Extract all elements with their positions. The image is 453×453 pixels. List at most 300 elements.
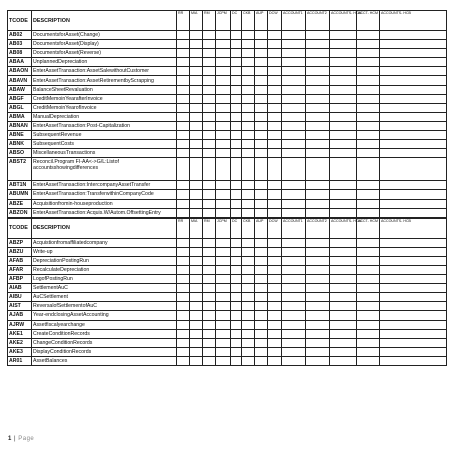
empty-cell — [306, 256, 330, 265]
empty-cell — [330, 94, 357, 103]
table-row — [8, 347, 447, 356]
table-row — [8, 329, 447, 338]
empty-cell — [330, 275, 357, 284]
empty-cell — [203, 131, 216, 140]
empty-cell — [255, 85, 268, 94]
empty-cell — [268, 121, 282, 130]
empty-cell — [190, 149, 203, 158]
column-header: DC — [231, 218, 242, 238]
empty-cell — [203, 103, 216, 112]
empty-cell — [255, 58, 268, 67]
empty-cell — [282, 311, 306, 320]
empty-cell — [357, 76, 380, 85]
empty-cell — [268, 31, 282, 40]
empty-cell — [255, 103, 268, 112]
empty-cell — [231, 31, 242, 40]
empty-cell — [242, 103, 255, 112]
empty-cell — [203, 347, 216, 356]
empty-cell — [216, 67, 231, 76]
empty-cell — [330, 199, 357, 208]
empty-cell — [306, 320, 330, 329]
description-cell: Write-up — [32, 247, 177, 256]
tcode-cell: ABAVN — [8, 76, 32, 85]
empty-cell — [216, 140, 231, 149]
empty-cell — [242, 238, 255, 247]
empty-cell — [282, 112, 306, 121]
empty-cell — [268, 58, 282, 67]
empty-cell — [203, 265, 216, 274]
empty-cell — [203, 190, 216, 199]
empty-cell — [306, 265, 330, 274]
column-header: ACCOUNT2 — [306, 218, 330, 238]
empty-cell — [242, 121, 255, 130]
empty-cell — [306, 311, 330, 320]
empty-cell — [330, 302, 357, 311]
empty-cell — [242, 284, 255, 293]
empty-cell — [255, 76, 268, 85]
empty-cell — [203, 302, 216, 311]
empty-cell — [330, 149, 357, 158]
empty-cell — [216, 265, 231, 274]
description-cell: CreditMemoinYearafterInvoice — [32, 94, 177, 103]
empty-cell — [242, 85, 255, 94]
empty-cell — [380, 94, 447, 103]
empty-cell — [380, 265, 447, 274]
tcode-table-2 — [7, 218, 447, 366]
empty-cell — [357, 112, 380, 121]
description-cell: EnterAssetTransaction:Post-Capitalization — [32, 121, 177, 130]
empty-cell — [330, 40, 357, 49]
empty-cell — [330, 284, 357, 293]
column-header: ACCOUNTS- HCM — [330, 218, 357, 238]
page-number: 1 — [8, 436, 12, 442]
empty-cell — [177, 199, 190, 208]
empty-cell — [242, 256, 255, 265]
empty-cell — [330, 238, 357, 247]
table-header-row — [8, 218, 447, 238]
empty-cell — [357, 238, 380, 247]
empty-cell — [380, 320, 447, 329]
empty-cell — [357, 85, 380, 94]
empty-cell — [255, 275, 268, 284]
empty-cell — [380, 338, 447, 347]
empty-cell — [268, 265, 282, 274]
tcode-cell: AFAR — [8, 265, 32, 274]
table-row — [8, 311, 447, 320]
empty-cell — [357, 31, 380, 40]
tcode-cell: AIAB — [8, 284, 32, 293]
empty-cell — [330, 247, 357, 256]
column-header: RM — [203, 11, 216, 31]
empty-cell — [190, 320, 203, 329]
document-page — [7, 10, 446, 366]
description-cell: EnterAssetTransaction:TransferwithinCompanyCode — [32, 190, 177, 199]
tcode-cell: AKE1 — [8, 329, 32, 338]
empty-cell — [380, 256, 447, 265]
empty-cell — [330, 181, 357, 190]
empty-cell — [177, 112, 190, 121]
empty-cell — [203, 320, 216, 329]
description-header: DESCRIPTION — [32, 218, 177, 238]
empty-cell — [255, 181, 268, 190]
empty-cell — [231, 140, 242, 149]
empty-cell — [190, 31, 203, 40]
empty-cell — [231, 256, 242, 265]
empty-cell — [306, 181, 330, 190]
empty-cell — [177, 140, 190, 149]
description-cell: Acquisitionfromin-houseproduction — [32, 199, 177, 208]
empty-cell — [306, 208, 330, 217]
tcode-cell: AJRW — [8, 320, 32, 329]
empty-cell — [216, 112, 231, 121]
empty-cell — [380, 158, 447, 181]
empty-cell — [306, 275, 330, 284]
empty-cell — [268, 149, 282, 158]
tcode-cell: ABNK — [8, 140, 32, 149]
empty-cell — [177, 131, 190, 140]
empty-cell — [203, 275, 216, 284]
empty-cell — [306, 356, 330, 365]
empty-cell — [242, 49, 255, 58]
empty-cell — [282, 302, 306, 311]
empty-cell — [190, 302, 203, 311]
description-cell: MiscellaneousTransactions — [32, 149, 177, 158]
empty-cell — [357, 293, 380, 302]
empty-cell — [330, 85, 357, 94]
description-cell: UnplannedDepreciation — [32, 58, 177, 67]
empty-cell — [282, 320, 306, 329]
tcode-cell: ABZE — [8, 199, 32, 208]
empty-cell — [216, 329, 231, 338]
tcode-cell: ABNE — [8, 131, 32, 140]
empty-cell — [255, 49, 268, 58]
column-header: JCPM — [216, 11, 231, 31]
empty-cell — [203, 40, 216, 49]
empty-cell — [242, 199, 255, 208]
empty-cell — [231, 58, 242, 67]
empty-cell — [306, 329, 330, 338]
description-cell: CreditMemoinYearofInvoice — [32, 103, 177, 112]
tcode-cell: AR01 — [8, 356, 32, 365]
empty-cell — [190, 140, 203, 149]
tcode-cell: AFAB — [8, 256, 32, 265]
empty-cell — [242, 338, 255, 347]
empty-cell — [231, 347, 242, 356]
tcode-table-1 — [7, 10, 447, 218]
empty-cell — [231, 190, 242, 199]
empty-cell — [282, 284, 306, 293]
empty-cell — [177, 356, 190, 365]
empty-cell — [177, 49, 190, 58]
empty-cell — [190, 293, 203, 302]
tcode-cell: ABUMN — [8, 190, 32, 199]
empty-cell — [330, 190, 357, 199]
table-row — [8, 320, 447, 329]
empty-cell — [282, 190, 306, 199]
empty-cell — [242, 94, 255, 103]
empty-cell — [255, 302, 268, 311]
empty-cell — [330, 140, 357, 149]
empty-cell — [268, 208, 282, 217]
empty-cell — [216, 238, 231, 247]
description-cell: AssetBalances — [32, 356, 177, 365]
empty-cell — [231, 275, 242, 284]
empty-cell — [268, 238, 282, 247]
tcode-cell: ABGF — [8, 94, 32, 103]
empty-cell — [190, 338, 203, 347]
column-header: ACCOUNT1 — [282, 11, 306, 31]
empty-cell — [190, 247, 203, 256]
empty-cell — [203, 199, 216, 208]
empty-cell — [216, 49, 231, 58]
empty-cell — [242, 131, 255, 140]
empty-cell — [255, 320, 268, 329]
empty-cell — [282, 158, 306, 181]
empty-cell — [306, 190, 330, 199]
tcode-cell: AIST — [8, 302, 32, 311]
empty-cell — [330, 58, 357, 67]
empty-cell — [216, 40, 231, 49]
column-header: RR — [177, 11, 190, 31]
description-cell: DocumentsforAsset(Change) — [32, 31, 177, 40]
empty-cell — [242, 67, 255, 76]
empty-cell — [306, 112, 330, 121]
empty-cell — [231, 247, 242, 256]
empty-cell — [216, 284, 231, 293]
empty-cell — [203, 94, 216, 103]
empty-cell — [330, 131, 357, 140]
empty-cell — [306, 338, 330, 347]
empty-cell — [357, 320, 380, 329]
empty-cell — [282, 275, 306, 284]
table-row — [8, 190, 447, 199]
empty-cell — [231, 311, 242, 320]
empty-cell — [203, 311, 216, 320]
empty-cell — [306, 302, 330, 311]
empty-cell — [306, 131, 330, 140]
empty-cell — [380, 356, 447, 365]
empty-cell — [177, 58, 190, 67]
empty-cell — [380, 121, 447, 130]
tcode-cell: ABSO — [8, 149, 32, 158]
empty-cell — [357, 181, 380, 190]
empty-cell — [380, 247, 447, 256]
empty-cell — [216, 181, 231, 190]
empty-cell — [231, 302, 242, 311]
empty-cell — [330, 320, 357, 329]
tcode-cell: AFBP — [8, 275, 32, 284]
empty-cell — [242, 302, 255, 311]
empty-cell — [255, 40, 268, 49]
empty-cell — [190, 158, 203, 181]
empty-cell — [357, 49, 380, 58]
description-cell: SubsequentCosts — [32, 140, 177, 149]
footer-separator: | — [14, 436, 16, 442]
empty-cell — [190, 131, 203, 140]
empty-cell — [306, 199, 330, 208]
empty-cell — [190, 112, 203, 121]
table-row — [8, 247, 447, 256]
empty-cell — [330, 158, 357, 181]
empty-cell — [357, 311, 380, 320]
empty-cell — [330, 265, 357, 274]
empty-cell — [255, 140, 268, 149]
empty-cell — [282, 121, 306, 130]
empty-cell — [177, 94, 190, 103]
empty-cell — [190, 190, 203, 199]
empty-cell — [255, 199, 268, 208]
empty-cell — [203, 121, 216, 130]
empty-cell — [357, 140, 380, 149]
empty-cell — [216, 85, 231, 94]
empty-cell — [216, 149, 231, 158]
description-cell: ManualDepreciation — [32, 112, 177, 121]
empty-cell — [380, 347, 447, 356]
tcode-cell: ABNAN — [8, 121, 32, 130]
empty-cell — [242, 140, 255, 149]
column-header: DCW — [268, 11, 282, 31]
empty-cell — [268, 284, 282, 293]
empty-cell — [242, 293, 255, 302]
empty-cell — [255, 293, 268, 302]
column-header: ACCOUNT1 — [282, 218, 306, 238]
empty-cell — [306, 293, 330, 302]
empty-cell — [231, 85, 242, 94]
empty-cell — [216, 158, 231, 181]
empty-cell — [268, 181, 282, 190]
empty-cell — [203, 256, 216, 265]
empty-cell — [177, 284, 190, 293]
empty-cell — [306, 76, 330, 85]
empty-cell — [380, 199, 447, 208]
empty-cell — [380, 149, 447, 158]
table-row — [8, 149, 447, 158]
empty-cell — [357, 347, 380, 356]
empty-cell — [306, 238, 330, 247]
table-row — [8, 302, 447, 311]
description-cell: DisplayConditionRecords — [32, 347, 177, 356]
empty-cell — [357, 275, 380, 284]
empty-cell — [190, 208, 203, 217]
empty-cell — [330, 49, 357, 58]
table-row — [8, 338, 447, 347]
description-cell: RecalculateDepreciation — [32, 265, 177, 274]
empty-cell — [357, 199, 380, 208]
tcode-cell: ABAA — [8, 58, 32, 67]
empty-cell — [255, 67, 268, 76]
empty-cell — [330, 31, 357, 40]
empty-cell — [380, 238, 447, 247]
tcode-cell: ABST2 — [8, 158, 32, 181]
empty-cell — [231, 181, 242, 190]
page-label: Page — [18, 436, 35, 442]
description-cell: DocumentsforAsset(Display) — [32, 40, 177, 49]
empty-cell — [357, 256, 380, 265]
empty-cell — [177, 256, 190, 265]
empty-cell — [330, 311, 357, 320]
empty-cell — [177, 275, 190, 284]
empty-cell — [255, 338, 268, 347]
empty-cell — [190, 356, 203, 365]
description-cell: LogofPostingRun — [32, 275, 177, 284]
table-row — [8, 356, 447, 365]
column-header: DCW — [268, 218, 282, 238]
empty-cell — [177, 181, 190, 190]
column-header: ACCOUNTS- HCB — [380, 11, 447, 31]
empty-cell — [231, 356, 242, 365]
empty-cell — [231, 67, 242, 76]
table-row — [8, 112, 447, 121]
empty-cell — [216, 58, 231, 67]
empty-cell — [231, 338, 242, 347]
empty-cell — [330, 76, 357, 85]
empty-cell — [231, 284, 242, 293]
tcode-cell: AB08 — [8, 49, 32, 58]
tcode-cell: ABZU — [8, 247, 32, 256]
empty-cell — [268, 275, 282, 284]
empty-cell — [255, 284, 268, 293]
empty-cell — [380, 329, 447, 338]
tcode-cell: AKE3 — [8, 347, 32, 356]
empty-cell — [282, 247, 306, 256]
empty-cell — [380, 140, 447, 149]
empty-cell — [242, 275, 255, 284]
table-row — [8, 284, 447, 293]
empty-cell — [190, 67, 203, 76]
empty-cell — [216, 311, 231, 320]
empty-cell — [357, 58, 380, 67]
empty-cell — [357, 329, 380, 338]
column-header: MIA — [190, 218, 203, 238]
empty-cell — [203, 67, 216, 76]
table-row — [8, 140, 447, 149]
empty-cell — [268, 158, 282, 181]
tcode-cell: AB03 — [8, 40, 32, 49]
empty-cell — [357, 247, 380, 256]
empty-cell — [282, 256, 306, 265]
empty-cell — [231, 293, 242, 302]
empty-cell — [268, 49, 282, 58]
empty-cell — [231, 265, 242, 274]
empty-cell — [203, 112, 216, 121]
empty-cell — [203, 158, 216, 181]
empty-cell — [242, 208, 255, 217]
empty-cell — [357, 149, 380, 158]
empty-cell — [255, 121, 268, 130]
empty-cell — [190, 181, 203, 190]
empty-cell — [268, 356, 282, 365]
empty-cell — [242, 31, 255, 40]
empty-cell — [255, 356, 268, 365]
empty-cell — [216, 356, 231, 365]
description-cell: SettlementAuC — [32, 284, 177, 293]
empty-cell — [306, 58, 330, 67]
description-header: DESCRIPTION — [32, 11, 177, 31]
empty-cell — [255, 329, 268, 338]
column-header: CKB — [242, 11, 255, 31]
table-row — [8, 94, 447, 103]
empty-cell — [216, 121, 231, 130]
empty-cell — [255, 158, 268, 181]
empty-cell — [216, 94, 231, 103]
empty-cell — [330, 103, 357, 112]
empty-cell — [231, 76, 242, 85]
empty-cell — [268, 311, 282, 320]
description-cell: ChangeConditionRecords — [32, 338, 177, 347]
description-cell: EnterAssetTransaction:IntercompanyAssetTransfer — [32, 181, 177, 190]
empty-cell — [216, 247, 231, 256]
empty-cell — [255, 31, 268, 40]
